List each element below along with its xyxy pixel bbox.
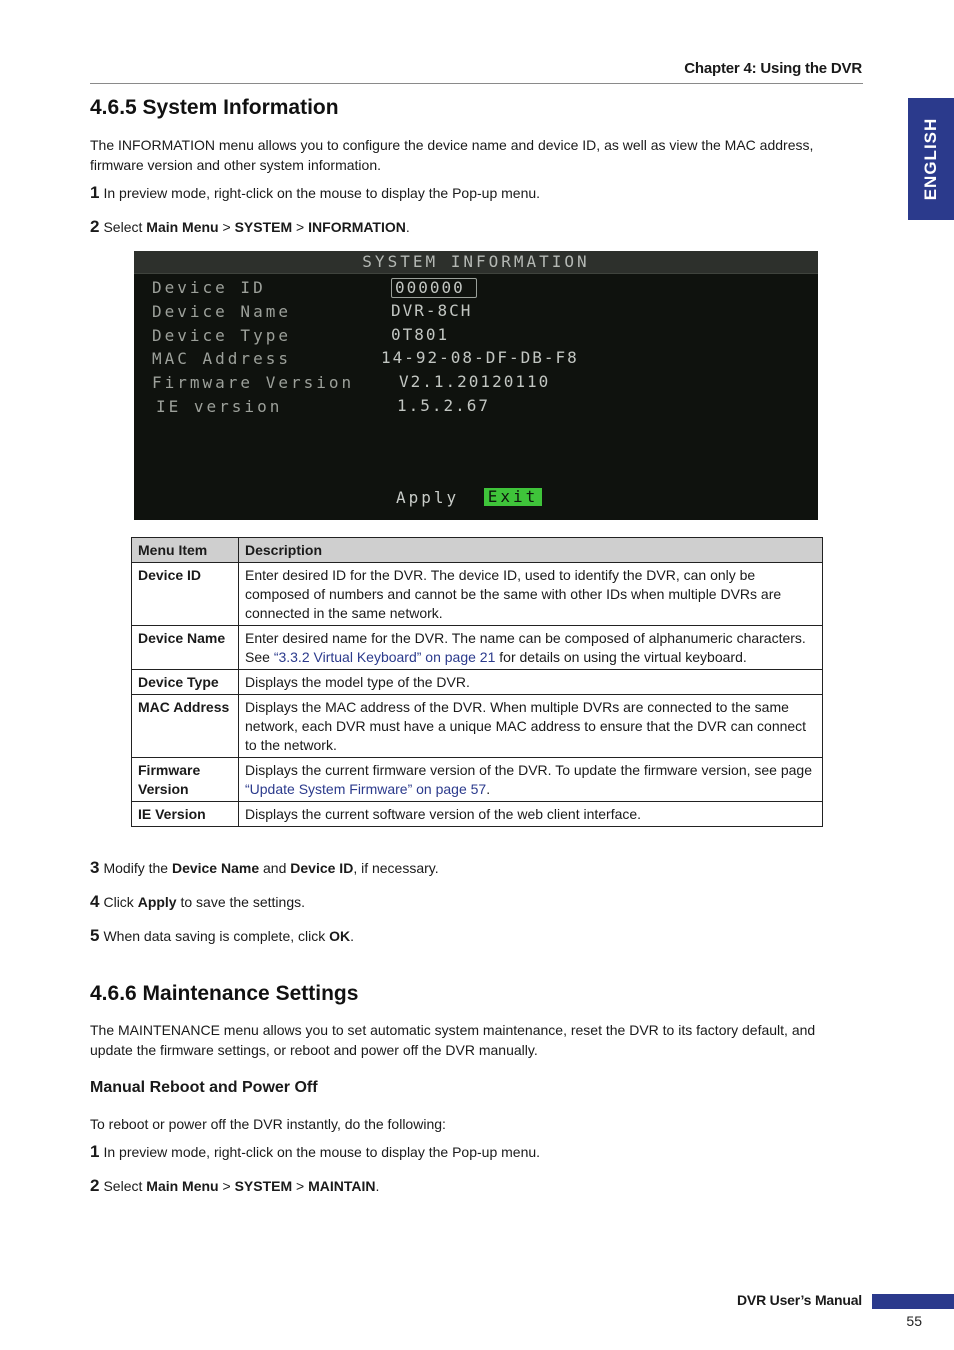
table-row [132, 695, 823, 758]
ie-version-value: 1.5.2.67 [397, 396, 491, 415]
ie-version-label: IE version [156, 397, 283, 416]
virtual-keyboard-link[interactable]: “3.3.2 Virtual Keyboard” on page 21 [273, 649, 496, 665]
step-5: 5 When data saving is complete, click OK. [90, 926, 355, 945]
table-cell-description: Enter desired ID for the DVR. The device ID, used to identify the DVR, can only be composed of numbers and cannot be the same with other IDs when multiple DVRs are connected in the same network. [239, 563, 823, 626]
step-2: 2 Select Main Menu > SYSTEM > INFORMATION. [90, 217, 410, 236]
device-type-value: 0T801 [391, 325, 450, 344]
device-id-label: Device ID [152, 278, 266, 297]
step-4: 4 Click Apply to save the settings. [90, 892, 305, 911]
language-tab-label: ENGLISH [921, 117, 940, 201]
table-cell-item: Device ID [132, 563, 239, 626]
maintenance-step-2: 2 Select Main Menu > SYSTEM > MAINTAIN. [90, 1176, 380, 1195]
table-cell-item: Device Type [132, 670, 239, 695]
footer-bar [872, 1294, 954, 1309]
step-3: 3 Modify the Device Name and Device ID, if necessary. [90, 858, 439, 877]
header-rule [90, 83, 863, 84]
table-cell-item: MAC Address [132, 695, 239, 758]
table-row [132, 626, 823, 670]
device-name-value[interactable]: DVR-8CH [391, 301, 473, 320]
exit-button[interactable]: Exit [484, 488, 542, 506]
table-header-row [132, 538, 823, 563]
table-cell-item: Device Name [132, 626, 239, 670]
section-title-system-information: 4.6.5 System Information [90, 96, 339, 119]
section-title-maintenance-settings: 4.6.6 Maintenance Settings [90, 982, 359, 1005]
step-1: 1 In preview mode, right-click on the mouse to display the Pop-up menu. [90, 183, 541, 202]
language-tab [908, 98, 954, 220]
table-cell-item: Firmware Version [132, 758, 239, 802]
mac-address-value: 14-92-08-DF-DB-F8 [381, 348, 579, 367]
maintenance-step-1: 1 In preview mode, right-click on the mouse to display the Pop-up menu. [90, 1142, 541, 1161]
page-number: 55 [906, 1313, 922, 1329]
firmware-version-label: Firmware Version [152, 373, 355, 392]
maintenance-intro-paragraph: The MAINTENANCE menu allows you to set automatic system maintenance, reset the DVR to its factory default, and update the firmware settings, or reboot and power off the DVR manually. [90, 1022, 816, 1058]
mac-address-label: MAC Address [152, 349, 291, 368]
subsection-title-manual-reboot: Manual Reboot and Power Off [90, 1079, 318, 1096]
menu-item-table [131, 537, 823, 827]
screen-title: SYSTEM INFORMATION [362, 252, 590, 271]
table-header-description: Description [239, 538, 823, 563]
chapter-header: Chapter 4: Using the DVR [684, 60, 862, 77]
table-row [132, 670, 823, 695]
intro-paragraph: The INFORMATION menu allows you to configure the device name and device ID, as well as view the MAC address, firmware version and other system information. [90, 137, 814, 173]
table-cell-description: Displays the current firmware version of the DVR. To update the firmware version, see page “Update System Firmware” on page 57. [239, 758, 823, 802]
table-row [132, 758, 823, 802]
device-type-label: Device Type [152, 326, 291, 345]
table-cell-item: IE Version [132, 802, 239, 827]
system-information-screen [134, 251, 818, 520]
table-cell-description: Displays the current software version of the web client interface. [239, 802, 823, 827]
device-name-label: Device Name [152, 302, 291, 321]
table-cell-description: Enter desired name for the DVR. The name can be composed of alphanumeric characters. See “3.3.2 Virtual Keyboard” on page 21 for details on using the virtual keyboard. [239, 626, 823, 670]
table-row [132, 802, 823, 827]
table-header-menu-item: Menu Item [132, 538, 239, 563]
update-firmware-link[interactable]: “Update System Firmware” on page 57 [245, 781, 487, 797]
device-id-value[interactable]: 000000 [395, 278, 465, 297]
table-cell-description: Displays the model type of the DVR. [239, 670, 823, 695]
table-row [132, 563, 823, 626]
firmware-version-value: V2.1.20120110 [399, 372, 551, 391]
table-cell-description: Displays the MAC address of the DVR. When multiple DVRs are connected to the same network, each DVR must have a unique MAC address to ensure that the DVR can connect to the network. [239, 695, 823, 758]
footer-manual-title: DVR User’s Manual [737, 1292, 862, 1308]
apply-button[interactable]: Apply [396, 488, 460, 507]
reboot-lead-text: To reboot or power off the DVR instantly, do the following: [90, 1116, 446, 1132]
